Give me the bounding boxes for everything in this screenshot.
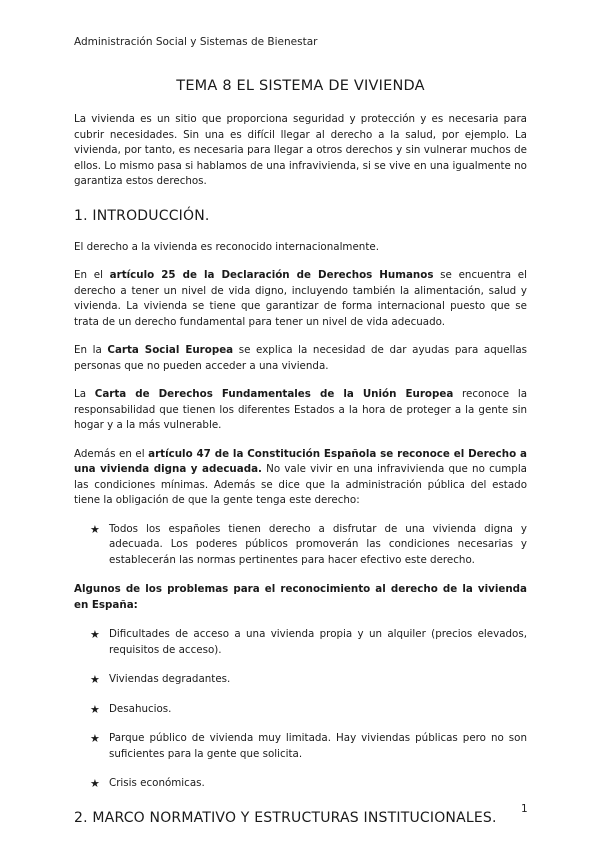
section-1-heading: 1. INTRODUCCIÓN. bbox=[74, 207, 210, 224]
section-2-heading: 2. MARCO NORMATIVO Y ESTRUCTURAS INSTITUCIONALES. bbox=[74, 809, 497, 826]
star-bullet-icon: ★ bbox=[90, 522, 100, 536]
section-1-paragraph-4: La Carta de Derechos Fundamentales de la Unión Europea reconoce la responsabilidad que tienen los diferentes Estados a la hora de proteger a la gente sin hogar y a la más vulnerable. bbox=[74, 388, 528, 431]
star-bullet-icon: ★ bbox=[90, 732, 100, 745]
section-1-paragraph-1: El derecho a la vivienda es reconocido internacionalmente. bbox=[74, 240, 379, 253]
star-bullet-icon: ★ bbox=[90, 628, 100, 641]
star-bullet-icon: ★ bbox=[90, 777, 100, 790]
intro-paragraph: La vivienda es un sitio que proporciona seguridad y protección y es necesaria para cubrir necesidades. Sin una es difícil llegar al derecho a la salud, por ejemplo. La vivienda, por tanto, es necesaria para llegar a otros derechos y sin vulnerar muchos de ellos. Lo mismo pasa si hablamos de una infravivienda, si se vive en una igualmente no garantiza estos derechos. bbox=[74, 113, 527, 187]
star-bullet-icon: ★ bbox=[90, 702, 100, 716]
constitution-quote-list bbox=[74, 522, 527, 569]
problems-heading: Algunos de los problemas para el reconocimiento al derecho de la vivienda en España: bbox=[74, 583, 527, 611]
running-header: Administración Social y Sistemas de Bienestar bbox=[74, 36, 318, 48]
section-1-paragraph-3: En la Carta Social Europea se explica la necesidad de dar ayudas para aquellas personas que no pueden acceder a una vivienda. bbox=[74, 344, 528, 372]
list-item: ★ Desahucios. bbox=[90, 702, 172, 716]
emphasis-text: Carta Social Europea bbox=[107, 344, 234, 356]
list-item: ★ Viviendas degradantes. bbox=[90, 673, 231, 686]
list-item: ★ Parque público de vivienda muy limitada. Hay viviendas públicas pero no son suficientes para la gente que solicita. bbox=[90, 732, 527, 760]
document-title: TEMA 8 EL SISTEMA DE VIVIENDA bbox=[176, 78, 425, 94]
emphasis-text: artículo 25 de la Declaración de Derechos Humanos bbox=[109, 269, 434, 281]
list-item: ★ Dificultades de acceso a una vivienda propia y un alquiler (precios elevados, requisitos de acceso). bbox=[90, 628, 527, 656]
emphasis-text: artículo 47 de la Constitución Española se reconoce el Derecho a una vivienda digna y adecuada. bbox=[74, 447, 527, 475]
section-1-paragraph-5: Además en el artículo 47 de la Constitución Española se reconoce el Derecho a una vivienda digna y adecuada. No vale vivir en una infravivienda que no cumpla las condiciones mínimas. Además se dice que la administración pública del estado tiene la obligación de que la gente tenga este derecho: bbox=[74, 447, 527, 506]
section-1-paragraph-2: En el artículo 25 de la Declaración de Derechos Humanos se encuentra el derecho a tener un nivel de vida digno, incluyendo también la alimentación, salud y vivienda. La vivienda se tiene que garantizar de forma internacional puesto que se trata de un derecho fundamental para tener un nivel de vida adecuado. bbox=[74, 269, 527, 328]
problems-list bbox=[74, 627, 527, 792]
star-bullet-icon: ★ bbox=[90, 673, 100, 686]
list-item: ★ Todos los españoles tienen derecho a disfrutar de una vivienda digna y adecuada. Los poderes públicos promoverán las condiciones necesarias y establecerán las normas pertinentes para hacer efectivo este derecho. bbox=[90, 522, 527, 566]
emphasis-text: Carta de Derechos Fundamentales de la Unión Europea bbox=[94, 388, 454, 400]
list-item: ★ Crisis económicas. bbox=[90, 777, 205, 790]
page-content bbox=[74, 78, 527, 842]
page-number: 1 bbox=[521, 803, 528, 815]
